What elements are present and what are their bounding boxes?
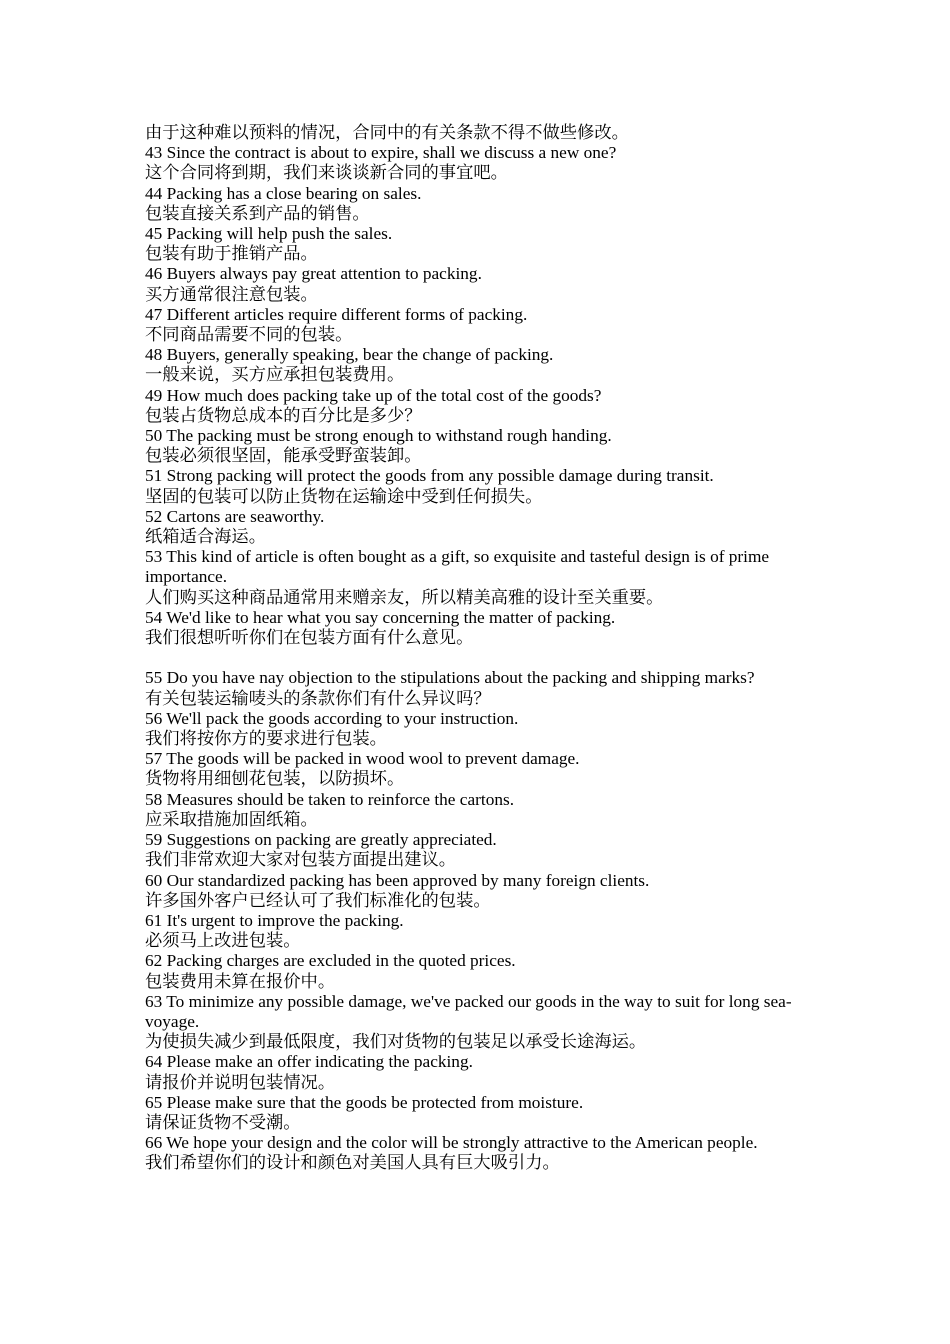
text-line: 有关包装运输唛头的条款你们有什么异议吗？ — [145, 688, 491, 708]
text-line: 61 It's urgent to improve the packing. — [145, 910, 404, 930]
text-line: 买方通常很注意包装。 — [145, 284, 318, 304]
text-line: 48 Buyers, generally speaking, bear the change of packing. — [145, 345, 554, 365]
text-line: 坚固的包装可以防止货物在运输途中受到任何损失。 — [145, 486, 543, 506]
text-line: 65 Please make sure that the goods be protected from moisture. — [145, 1092, 584, 1112]
text-line: 纸箱适合海运。 — [145, 527, 266, 547]
text-line: 54 We'd like to hear what you say concerning the matter of packing. — [145, 607, 616, 627]
text-line: 包装占货物总成本的百分比是多少？ — [145, 405, 422, 425]
text-line: 62 Packing charges are excluded in the quoted prices. — [145, 951, 516, 971]
text-line: 47 Different articles require different forms of packing. — [145, 304, 528, 324]
text-line: 不同商品需要不同的包装。 — [145, 325, 353, 345]
text-line: 包装费用未算在报价中。 — [145, 971, 336, 991]
text-line: 人们购买这种商品通常用来赠亲友，所以精美高雅的设计至关重要。 — [145, 587, 664, 607]
text-line: 应采取措施加固纸箱。 — [145, 809, 318, 829]
text-line: 包装有助于推销产品。 — [145, 244, 318, 264]
text-line: 66 We hope your design and the color will be strongly attractive to the American people. — [145, 1133, 758, 1153]
text-line: 一般来说，买方应承担包装费用。 — [145, 365, 405, 385]
text-line: 56 We'll pack the goods according to your instruction. — [145, 708, 519, 728]
text-line: 包装必须很坚固，能承受野蛮装卸。 — [145, 446, 422, 466]
text-line: 我们将按你方的要求进行包装。 — [145, 729, 387, 749]
text-line: 64 Please make an offer indicating the packing. — [145, 1052, 473, 1072]
text-line: 58 Measures should be taken to reinforce the cartons. — [145, 789, 515, 809]
text-line: 必须马上改进包装。 — [145, 931, 301, 951]
text-line: 46 Buyers always pay great attention to packing. — [145, 264, 482, 284]
text-line: 59 Suggestions on packing are greatly appreciated. — [145, 830, 497, 850]
blank-line — [145, 648, 805, 668]
text-line: 我们非常欢迎大家对包装方面提出建议。 — [145, 850, 457, 870]
text-line: 60 Our standardized packing has been approved by many foreign clients. — [145, 870, 650, 890]
text-line: 由于这种难以预料的情况，合同中的有关条款不得不做些修改。 — [145, 123, 629, 142]
text-line: 55 Do you have nay objection to the stipulations about the packing and shipping marks? — [145, 668, 755, 688]
text-line: 请报价并说明包装情况。 — [145, 1072, 336, 1092]
text-line: 49 How much does packing take up of the total cost of the goods? — [145, 385, 602, 405]
text-line: 53 This kind of article is often bought as a gift, so exquisite and tasteful design is of prime importance. — [145, 547, 770, 587]
text-line: 我们很想听听你们在包装方面有什么意见。 — [145, 628, 474, 648]
text-line: 52 Cartons are seaworthy. — [145, 506, 325, 526]
text-line: 请保证货物不受潮。 — [145, 1112, 301, 1132]
document-body — [145, 123, 805, 1174]
text-line: 50 The packing must be strong enough to withstand rough handing. — [145, 426, 612, 446]
text-line: 45 Packing will help push the sales. — [145, 224, 393, 244]
text-line: 许多国外客户已经认可了我们标准化的包装。 — [145, 890, 491, 910]
text-line: 包装直接关系到产品的销售。 — [145, 203, 370, 223]
text-line: 为使损失减少到最低限度，我们对货物的包装足以承受长途海运。 — [145, 1032, 647, 1052]
text-line: 51 Strong packing will protect the goods from any possible damage during transit. — [145, 466, 714, 486]
text-line: 货物将用细刨花包装，以防损坏。 — [145, 769, 405, 789]
text-line: 43 Since the contract is about to expire, shall we discuss a new one? — [145, 143, 617, 163]
text-line: 这个合同将到期，我们来谈谈新合同的事宜吧。 — [145, 163, 508, 183]
text-line: 我们希望你们的设计和颜色对美国人具有巨大吸引力。 — [145, 1153, 560, 1173]
text-line: 63 To minimize any possible damage, we've packed our goods in the way to suit for long sea-voyage. — [145, 991, 792, 1031]
text-line: 57 The goods will be packed in wood wool to prevent damage. — [145, 749, 580, 769]
text-line: 44 Packing has a close bearing on sales. — [145, 183, 422, 203]
